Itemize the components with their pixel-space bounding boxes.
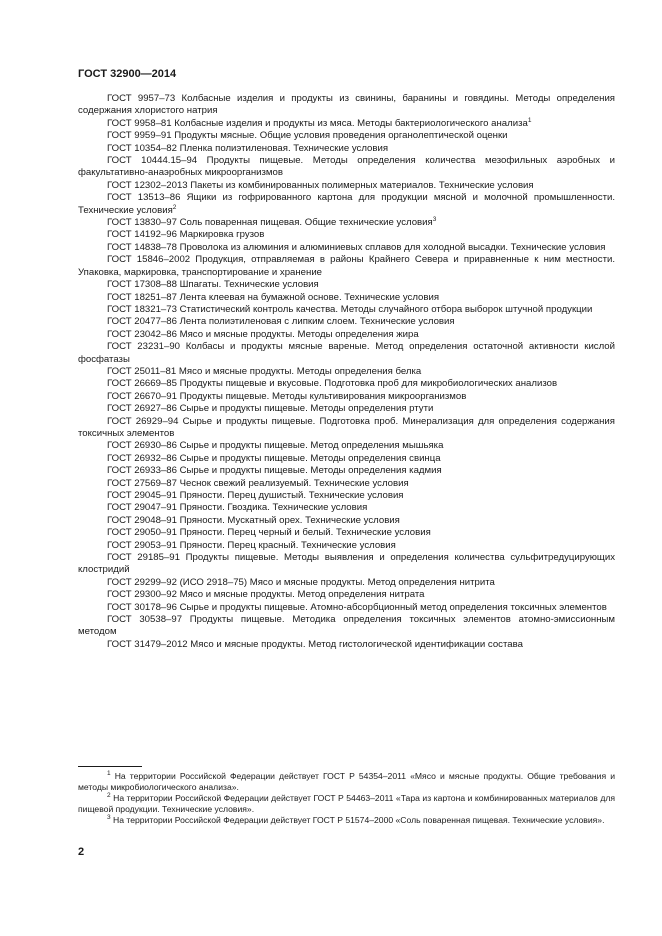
footnote-item (78, 771, 615, 793)
reference-text: ГОСТ 29185–91 Продукты пищевые. Методы выявления и определения количества сульфитредуцирующих клостридий (78, 552, 615, 576)
reference-item (78, 329, 615, 341)
footnote-text: На территории Российской Федерации действует ГОСТ Р 54354–2011 «Мясо и мясные продукты. Общие требования и методы микробиологического анализа». (78, 771, 616, 792)
reference-item (78, 118, 615, 130)
reference-item (78, 416, 615, 441)
reference-text: ГОСТ 29050–91 Пряности. Перец черный и белый. Технические условия (107, 527, 431, 539)
reference-text: ГОСТ 27569–87 Чеснок свежий реализуемый. Технические условия (107, 477, 409, 489)
reference-text: ГОСТ 12302–2013 Пакеты из комбинированных полимерных материалов. Технические условия (107, 179, 534, 191)
footnote-marker: 2 (172, 203, 177, 211)
reference-text: ГОСТ 29047–91 Пряности. Гвоздика. Технические условия (107, 502, 368, 514)
footnote-number: 3 (107, 814, 111, 821)
reference-item (78, 316, 615, 328)
reference-item (78, 614, 615, 639)
reference-item (78, 440, 615, 452)
reference-text: ГОСТ 14192–96 Маркировка грузов (107, 229, 265, 241)
reference-text: ГОСТ 30538–97 Продукты пищевые. Методика определения токсичных элементов атомно-эмиссионным методом (78, 614, 615, 638)
reference-text: ГОСТ 30178–96 Сырье и продукты пищевые. Атомно-абсорбционный метод определения токсичных элементов (107, 601, 607, 613)
reference-item (78, 229, 615, 241)
reference-item (78, 180, 615, 192)
reference-text: ГОСТ 13830–97 Соль поваренная пищевая. Общие технические условия (107, 217, 433, 229)
reference-text: ГОСТ 26927–86 Сырье и продукты пищевые. Методы определения ртути (107, 403, 434, 415)
reference-text: ГОСТ 29053–91 Пряности. Перец красный. Технические условия (107, 539, 396, 551)
reference-item (78, 292, 615, 304)
reference-text: ГОСТ 29299–92 (ИСО 2918–75) Мясо и мясные продукты. Метод определения нитрита (107, 576, 495, 588)
footnote-item (78, 815, 615, 826)
reference-text: ГОСТ 9959–91 Продукты мясные. Общие условия проведения органолептической оценки (107, 130, 508, 142)
reference-text: ГОСТ 9958–81 Колбасные изделия и продукты из мяса. Методы бактериологического анализа (107, 117, 528, 129)
reference-item (78, 366, 615, 378)
reference-item (78, 490, 615, 502)
reference-item (78, 192, 615, 217)
footnote-number: 2 (107, 792, 111, 799)
reference-item (78, 155, 615, 180)
reference-text: ГОСТ 23042–86 Мясо и мясные продукты. Методы определения жира (107, 328, 419, 340)
reference-item (78, 453, 615, 465)
reference-item (78, 254, 615, 279)
reference-text: ГОСТ 26930–86 Сырье и продукты пищевые. Метод определения мышьяка (107, 440, 444, 452)
reference-item (78, 502, 615, 514)
reference-item (78, 217, 615, 229)
reference-text: ГОСТ 18321–73 Статистический контроль качества. Методы случайного отбора выборок штучной продукции (107, 303, 593, 315)
footnote-number: 1 (107, 770, 111, 777)
reference-item (78, 527, 615, 539)
reference-text: ГОСТ 9957–73 Колбасные изделия и продукты из свинины, баранины и говядины. Методы определения содержания хлористого натрия (78, 93, 615, 117)
footnote-marker: 3 (432, 216, 437, 224)
footnote-item (78, 793, 615, 815)
reference-text: ГОСТ 18251–87 Лента клеевая на бумажной основе. Технические условия (107, 291, 440, 303)
footnote-text: На территории Российской Федерации действует ГОСТ Р 54463–2011 «Тара из картона и комбинированных материалов для пищевой продукции. Технические условия». (78, 793, 616, 814)
normative-references-list (78, 93, 615, 651)
reference-text: ГОСТ 29048–91 Пряности. Мускатный орех. Технические условия (107, 514, 400, 526)
reference-item (78, 589, 615, 601)
reference-text: ГОСТ 20477–86 Лента полиэтиленовая с липким слоем. Технические условия (107, 316, 455, 328)
reference-text: ГОСТ 10444.15–94 Продукты пищевые. Методы определения количества мезофильных аэробных и факультативно-анаэробных микроорганизмов (78, 155, 615, 179)
reference-item (78, 540, 615, 552)
reference-item (78, 304, 615, 316)
reference-item (78, 93, 615, 118)
reference-item (78, 639, 615, 651)
reference-text: ГОСТ 26669–85 Продукты пищевые и вкусовые. Подготовка проб для микробиологических анализов (107, 378, 558, 390)
reference-item (78, 515, 615, 527)
reference-text: ГОСТ 13513–86 Ящики из гофрированного картона для продукции мясной и молочной промышленности. Технические условия (78, 192, 615, 216)
reference-text: ГОСТ 26932–86 Сырье и продукты пищевые. Методы определения свинца (107, 452, 441, 464)
reference-text: ГОСТ 17308–88 Шпагаты. Технические условия (107, 279, 319, 291)
reference-item (78, 577, 615, 589)
footnote-text: На территории Российской Федерации действует ГОСТ Р 51574–2000 «Соль поваренная пищевая. Технические условия». (113, 815, 605, 825)
reference-text: ГОСТ 26670–91 Продукты пищевые. Методы культивирования микроорганизмов (107, 390, 467, 402)
reference-item (78, 478, 615, 490)
reference-text: ГОСТ 26929–94 Сырье и продукты пищевые. Подготовка проб. Минерализация для определения содержания токсичных элементов (78, 415, 615, 439)
reference-item (78, 143, 615, 155)
document-header: ГОСТ 32900—2014 (78, 68, 177, 80)
reference-text: ГОСТ 14838–78 Проволока из алюминия и алюминиевых сплавов для холодной высадки. Технические условия (107, 241, 606, 253)
footnote-marker: 1 (527, 116, 532, 124)
page-number: 2 (78, 846, 85, 858)
reference-text: ГОСТ 29045–91 Пряности. Перец душистый. Технические условия (107, 490, 404, 501)
reference-item (78, 391, 615, 403)
reference-item (78, 403, 615, 415)
footnote-separator (78, 766, 142, 767)
footnotes (78, 771, 615, 826)
reference-item (78, 130, 615, 142)
reference-text: ГОСТ 31479–2012 Мясо и мясные продукты. Метод гистологической идентификации состава (107, 638, 523, 650)
reference-text: ГОСТ 25011–81 Мясо и мясные продукты. Методы определения белка (107, 365, 422, 377)
reference-text: ГОСТ 10354–82 Пленка полиэтиленовая. Технические условия (107, 142, 389, 154)
reference-text: ГОСТ 15846–2002 Продукция, отправляемая в районы Крайнего Севера и приравненные к ним местности. Упаковка, маркировка, транспортирование и хранение (78, 254, 615, 278)
reference-text: ГОСТ 26933–86 Сырье и продукты пищевые. Методы определения кадмия (107, 465, 442, 477)
reference-item (78, 552, 615, 577)
reference-item (78, 378, 615, 390)
reference-text: ГОСТ 29300–92 Мясо и мясные продукты. Метод определения нитрата (107, 589, 425, 601)
reference-item (78, 242, 615, 254)
reference-text: ГОСТ 23231–90 Колбасы и продукты мясные вареные. Метод определения остаточной активности кислой фосфатазы (78, 341, 615, 365)
reference-item (78, 341, 615, 366)
reference-item (78, 465, 615, 477)
reference-item (78, 279, 615, 291)
reference-item (78, 602, 615, 614)
